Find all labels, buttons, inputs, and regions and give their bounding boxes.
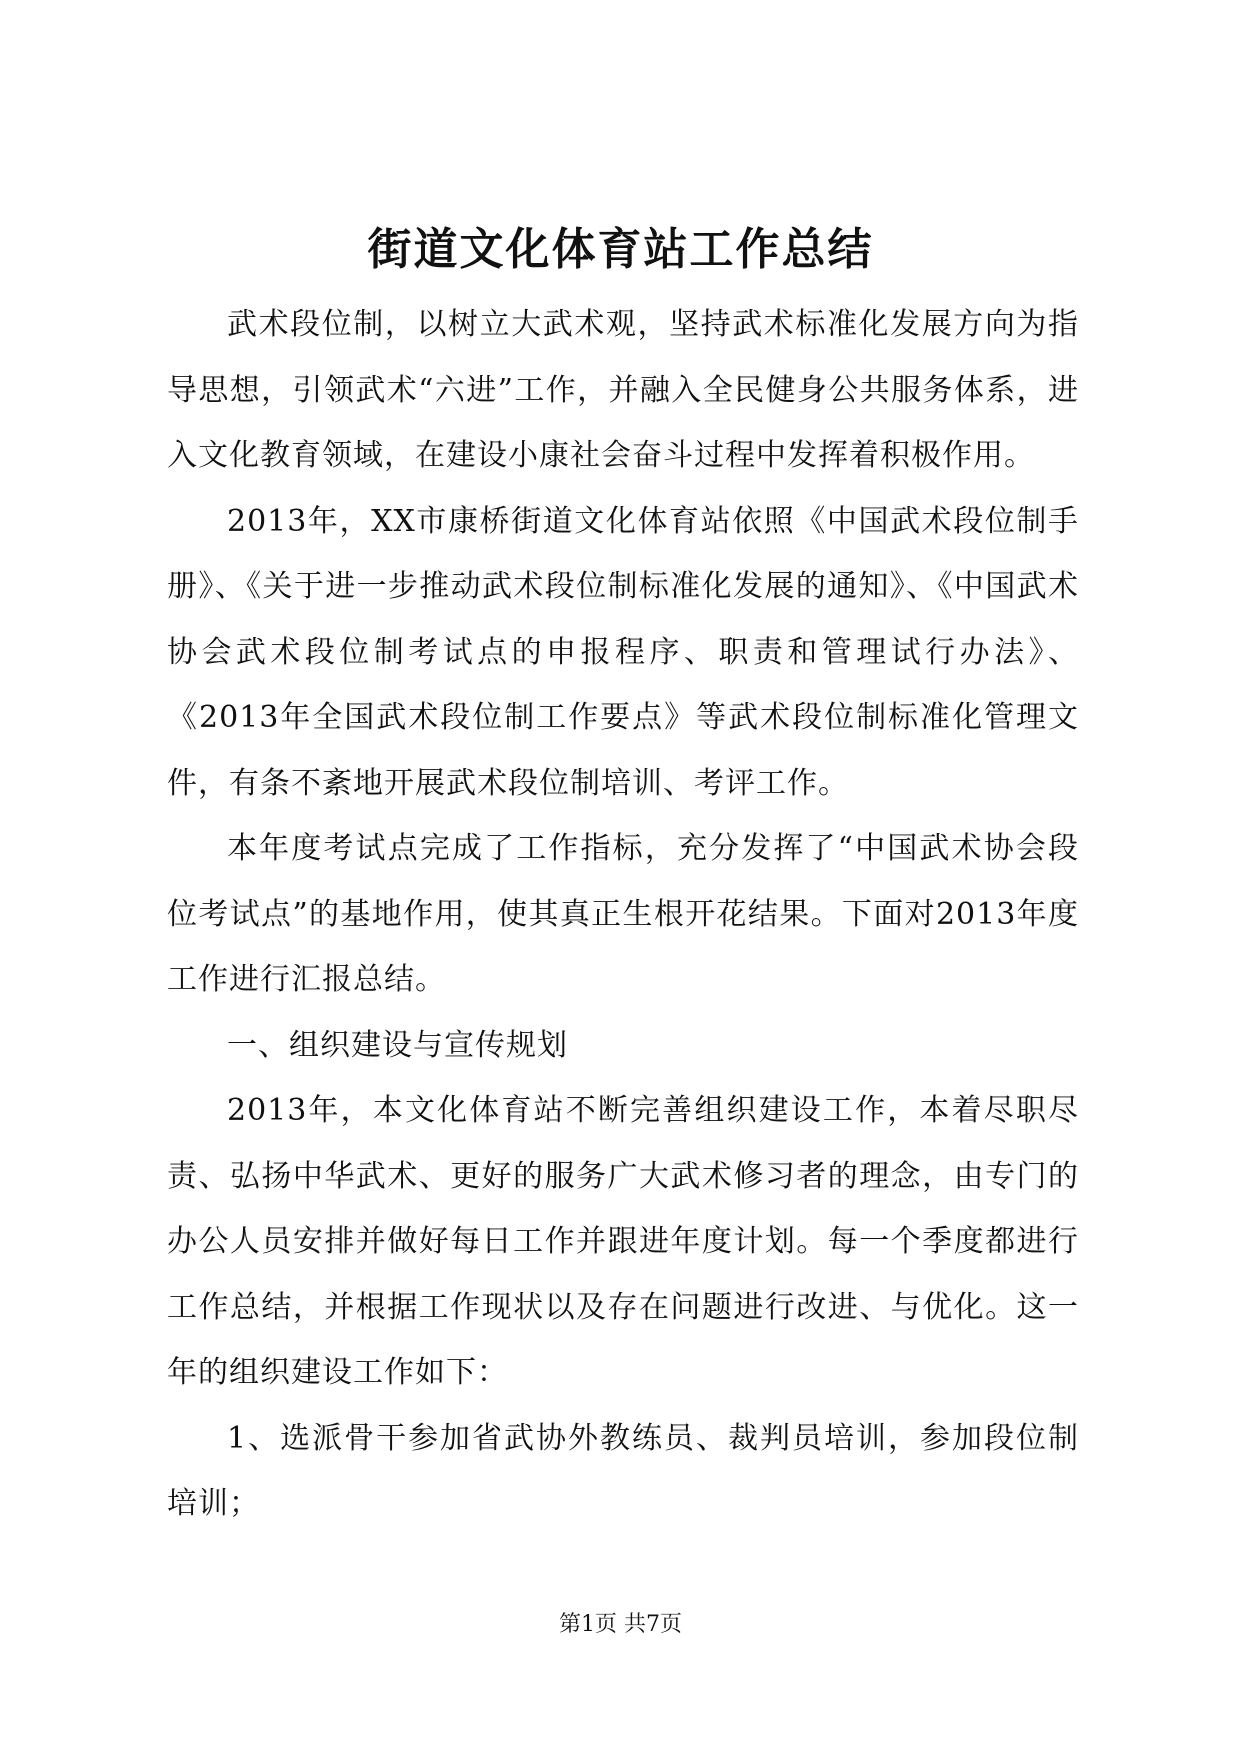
page-number-footer: 第1页 共7页 — [559, 1612, 682, 1637]
document-title: 街道文化体育站工作总结 — [367, 224, 874, 275]
section-heading: 一、组织建设与宣传规划 — [227, 1027, 568, 1063]
paragraph: 2013年，本文化体育站不断完善组织建设工作，本着尽职尽责、弘扬中华武术、更好的服务广大武术修习者的理念，由专门的办公人员安排并做好每日工作并跟进年度计划。每一个季度都进行工作总结，并根据工作现状以及存在问题进行改进、与优化。这一年的组织建设工作如下： — [167, 1093, 1079, 1390]
paragraph: 本年度考试点完成了工作指标，充分发挥了“中国武术协会段位考试点”的基地作用，使其真正生根开花结果。下面对2013年度工作进行汇报总结。 — [167, 831, 1079, 997]
paragraph: 武术段位制，以树立大武术观，坚持武术标准化发展方向为指导思想，引领武术“六进”工作，并融入全民健身公共服务体系，进入文化教育领域，在建设小康社会奋斗过程中发挥着积极作用。 — [167, 307, 1079, 473]
document-body — [167, 292, 1079, 1537]
list-item: 1、选派骨干参加省武协外教练员、裁判员培训，参加段位制培训； — [167, 1420, 1079, 1521]
paragraph: 2013年，XX市康桥街道文化体育站依照《中国武术段位制手册》、《关于进一步推动武术段位制标准化发展的通知》、《中国武术协会武术段位制考试点的申报程序、职责和管理试行办法》、《2013年全国武术段位制工作要点》等武术段位制标准化管理文件，有条不紊地开展武术段位制培训、考评工作。 — [167, 503, 1079, 801]
